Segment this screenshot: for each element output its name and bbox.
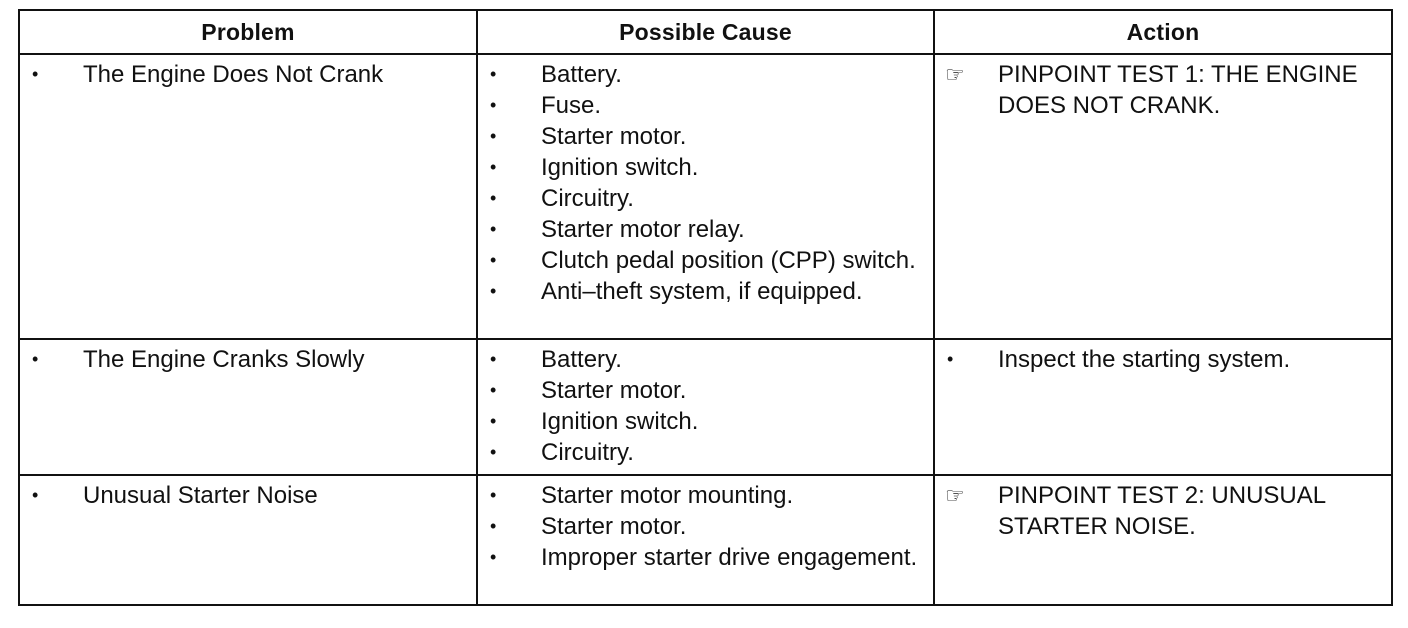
pointing-hand-icon: ☞ xyxy=(945,62,965,87)
action-item xyxy=(943,344,1383,375)
cause-text: Starter motor. xyxy=(541,123,687,150)
cause-text: Starter motor relay. xyxy=(541,216,745,243)
problem-cell xyxy=(19,54,477,339)
cause-item xyxy=(486,276,925,307)
cause-item xyxy=(486,59,925,90)
problem-item xyxy=(28,59,468,90)
cause-item xyxy=(486,214,925,245)
cause-text: Ignition switch. xyxy=(541,154,699,181)
cause-item xyxy=(486,245,925,276)
cause-item xyxy=(486,480,925,511)
action-cell xyxy=(934,54,1392,339)
pointing-hand-icon: ☞ xyxy=(945,483,965,508)
diagnosis-table xyxy=(18,9,1393,606)
cause-text: Clutch pedal position (CPP) switch. xyxy=(541,247,916,274)
cause-text: Circuitry. xyxy=(541,439,634,466)
bullet-icon: • xyxy=(490,485,497,505)
cause-text: Improper starter drive engagement. xyxy=(541,544,918,571)
cause-item xyxy=(486,437,925,468)
table-row xyxy=(19,475,1392,605)
cause-cell xyxy=(477,339,934,475)
cause-item xyxy=(486,183,925,214)
cause-text: Starter motor mounting. xyxy=(541,482,794,509)
cause-text: Battery. xyxy=(541,346,622,373)
bullet-icon: • xyxy=(490,516,497,536)
cause-text: Circuitry. xyxy=(541,185,634,212)
header-problem: Problem xyxy=(19,10,477,54)
cause-item xyxy=(486,90,925,121)
table-row xyxy=(19,54,1392,339)
header-action: Action xyxy=(934,10,1392,54)
bullet-icon: • xyxy=(490,281,497,301)
problem-cell xyxy=(19,339,477,475)
cause-item xyxy=(486,511,925,542)
cause-cell xyxy=(477,54,934,339)
bullet-icon: • xyxy=(490,349,497,369)
cause-item xyxy=(486,121,925,152)
table-row xyxy=(19,339,1392,475)
bullet-icon: • xyxy=(947,349,954,369)
header-possible-cause: Possible Cause xyxy=(477,10,934,54)
problem-text: Unusual Starter Noise xyxy=(83,482,318,509)
bullet-icon: • xyxy=(490,547,497,567)
bullet-icon: • xyxy=(32,349,39,369)
problem-item xyxy=(28,480,468,511)
bullet-icon: • xyxy=(490,250,497,270)
bullet-icon: • xyxy=(490,188,497,208)
cause-item xyxy=(486,542,925,573)
action-item xyxy=(943,59,1383,121)
bullet-icon: • xyxy=(490,95,497,115)
header-row xyxy=(19,10,1392,54)
bullet-icon: • xyxy=(490,380,497,400)
action-cell xyxy=(934,475,1392,605)
cause-item xyxy=(486,152,925,183)
bullet-icon: • xyxy=(490,64,497,84)
action-text: Inspect the starting system. xyxy=(998,346,1291,373)
bullet-icon: • xyxy=(490,219,497,239)
bullet-icon: • xyxy=(490,126,497,146)
problem-item xyxy=(28,344,468,375)
cause-cell xyxy=(477,475,934,605)
bullet-icon: • xyxy=(490,442,497,462)
action-cell xyxy=(934,339,1392,475)
cause-text: Fuse. xyxy=(541,92,602,119)
action-text: PINPOINT TEST 2: UNUSUAL STARTER NOISE. xyxy=(998,482,1326,540)
cause-item xyxy=(486,406,925,437)
cause-text: Ignition switch. xyxy=(541,408,699,435)
cause-text: Battery. xyxy=(541,61,622,88)
bullet-icon: • xyxy=(490,411,497,431)
cause-text: Starter motor. xyxy=(541,513,687,540)
cause-text: Anti–theft system, if equipped. xyxy=(541,278,863,305)
cause-item xyxy=(486,344,925,375)
bullet-icon: • xyxy=(490,157,497,177)
bullet-icon: • xyxy=(32,485,39,505)
problem-text: The Engine Cranks Slowly xyxy=(83,346,365,373)
problem-cell xyxy=(19,475,477,605)
cause-item xyxy=(486,375,925,406)
problem-text: The Engine Does Not Crank xyxy=(83,61,384,88)
action-item xyxy=(943,480,1383,542)
cause-text: Starter motor. xyxy=(541,377,687,404)
bullet-icon: • xyxy=(32,64,39,84)
action-text: PINPOINT TEST 1: THE ENGINE DOES NOT CRANK. xyxy=(998,61,1358,119)
